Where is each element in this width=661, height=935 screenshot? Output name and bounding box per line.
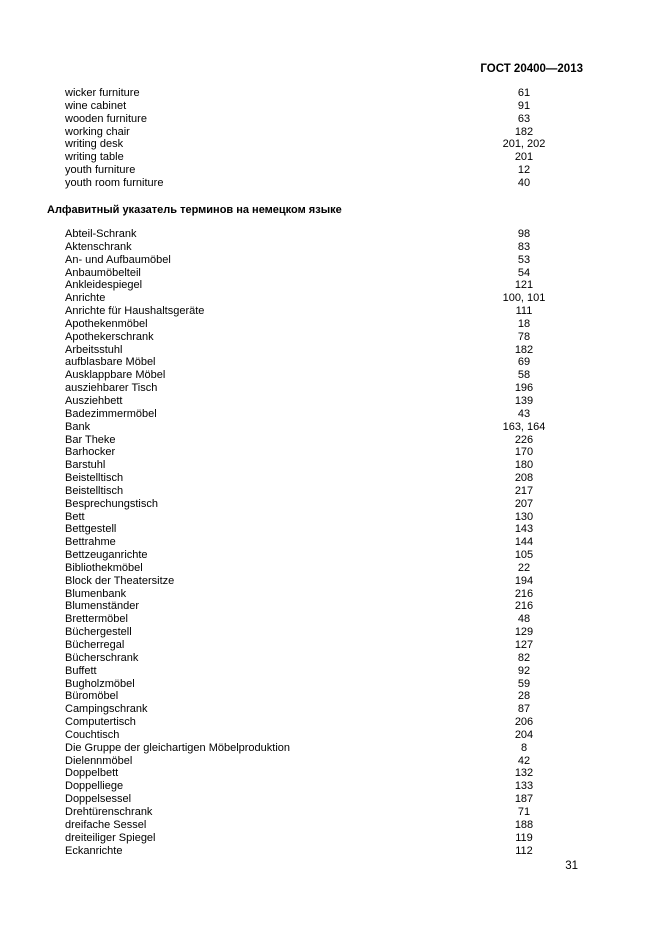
index-reference: 48 [517,613,531,626]
index-entry [65,254,591,267]
index-entry [65,151,591,164]
index-entry [65,562,591,575]
index-entry [65,703,591,716]
index-entry [65,665,591,678]
index-entry [65,344,591,357]
index-term: Büromöbel [65,690,119,703]
index-entry [65,126,591,139]
index-term: Anbaumöbelteil [65,266,141,279]
index-term: Besprechungstisch [65,497,158,510]
index-term: Bibliothekmöbel [65,561,143,574]
index-term: Apothekenmöbel [65,317,148,330]
index-reference: 82 [517,651,531,664]
index-entry [65,613,591,626]
page-number: 31 [565,860,578,872]
index-reference: 87 [517,703,531,716]
index-reference: 188 [514,818,534,831]
index-reference: 71 [517,805,531,818]
index-entry [65,806,591,819]
index-entry [65,716,591,729]
index-term: aufblasbare Möbel [65,356,156,369]
index-entry [65,177,591,190]
index-reference: 58 [517,369,531,382]
english-index-list [65,87,591,190]
german-index-heading: Алфавитный указатель терминов на немецком языке [47,204,342,216]
index-reference: 127 [514,639,534,651]
index-entry [65,498,591,511]
index-term: Blumenbank [65,587,127,600]
index-entry [65,575,591,588]
index-term: Brettermöbel [65,613,128,626]
index-entry [65,228,591,241]
index-reference: 111 [515,305,533,318]
index-term: Badezimmermöbel [65,407,157,420]
index-reference: 22 [517,561,531,574]
index-entry [65,626,591,639]
index-entry [65,472,591,485]
index-entry [65,639,591,652]
index-entry [65,100,591,113]
index-entry [65,369,591,382]
index-term: Beistelltisch [65,472,124,485]
index-term: Bank [65,420,91,433]
index-term: Bar Theke [65,433,116,446]
index-term: Eckanrichte [65,844,123,857]
index-reference: 194 [514,574,534,587]
index-reference: 121 [514,279,534,292]
index-reference: 196 [514,382,534,395]
index-reference: 18 [517,317,531,330]
index-reference: 204 [514,728,534,741]
index-term: Arbeitsstuhl [65,343,123,356]
index-entry [65,780,591,793]
index-entry [65,459,591,472]
index-term: Campingschrank [65,703,148,716]
index-reference: 43 [517,407,531,420]
index-term: Couchtisch [65,728,120,741]
index-reference: 206 [514,716,534,729]
index-reference: 180 [514,459,534,472]
index-term: Anrichte [65,292,106,305]
index-term: Büchergestell [65,626,132,639]
index-reference: 78 [517,330,531,343]
index-term: youth furniture [65,164,136,177]
index-entry [65,356,591,369]
german-index-list [65,228,591,857]
index-term: youth room furniture [65,176,164,189]
index-reference: 63 [517,112,531,125]
index-reference: 216 [514,587,534,600]
index-term: wicker furniture [65,87,140,99]
index-term: Doppelliege [65,780,124,793]
index-reference: 28 [517,690,531,703]
index-reference: 133 [514,780,534,793]
index-entry [65,588,591,601]
index-entry [65,729,591,742]
index-reference: 130 [514,510,534,523]
index-reference: 132 [514,767,534,780]
index-term: writing table [65,151,124,164]
index-reference: 91 [517,99,531,112]
index-entry [65,690,591,703]
index-reference: 112 [515,844,533,857]
index-reference: 61 [517,87,531,99]
index-reference: 143 [514,523,534,536]
index-term: Beistelltisch [65,484,124,497]
index-entry [65,408,591,421]
index-term: dreiteiliger Spiegel [65,831,156,844]
index-reference: 54 [517,266,531,279]
index-term: Bettrahme [65,536,116,549]
index-entry [65,523,591,536]
index-term: Barhocker [65,446,116,459]
index-term: Ausziehbett [65,394,123,407]
index-reference: 139 [514,394,534,407]
index-term: Bugholzmöbel [65,677,135,690]
index-reference: 53 [517,253,531,266]
index-term: Blumenständer [65,600,139,613]
index-term: dreifache Sessel [65,818,147,831]
index-entry [65,845,591,858]
index-reference: 83 [517,240,531,253]
index-term: wine cabinet [65,99,127,112]
index-reference: 119 [515,831,533,844]
index-reference: 226 [514,433,534,446]
index-reference: 201 [514,151,534,164]
index-entry [65,267,591,280]
index-reference: 98 [517,228,531,240]
index-entry [65,549,591,562]
index-entry [65,793,591,806]
index-reference: 144 [514,536,534,549]
index-term: Block der Theatersitze [65,574,175,587]
index-entry [65,485,591,498]
index-entry [65,742,591,755]
index-reference: 216 [514,600,534,613]
index-reference: 8 [520,741,528,754]
standard-number: ГОСТ 20400—2013 [480,63,583,75]
index-entry [65,511,591,524]
index-term: Apothekerschrank [65,330,154,343]
index-reference: 201, 202 [502,138,546,151]
index-term: Barstuhl [65,459,106,472]
index-term: Buffett [65,664,97,677]
index-entry [65,113,591,126]
index-entry [65,536,591,549]
index-term: Doppelsessel [65,793,132,806]
index-entry [65,241,591,254]
index-reference: 42 [517,754,531,767]
index-entry [65,395,591,408]
index-term: Ausklappbare Möbel [65,369,166,382]
index-term: writing desk [65,138,124,151]
index-entry [65,331,591,344]
index-term: Bettgestell [65,523,117,536]
index-reference: 187 [514,793,534,806]
index-entry [65,164,591,177]
index-entry [65,279,591,292]
index-entry [65,87,591,100]
index-entry [65,755,591,768]
index-term: Bücherschrank [65,651,139,664]
index-reference: 100, 101 [502,292,546,305]
index-reference: 207 [514,497,534,510]
index-reference: 163, 164 [502,420,546,433]
index-entry [65,678,591,691]
index-reference: 59 [517,677,531,690]
index-term: ausziehbarer Tisch [65,382,158,395]
index-term: Bücherregal [65,639,125,651]
index-entry [65,819,591,832]
index-reference: 208 [514,472,534,485]
index-entry [65,652,591,665]
index-term: Drehtürenschrank [65,805,153,818]
index-entry [65,292,591,305]
index-term: Doppelbett [65,767,119,780]
index-reference: 40 [517,176,531,189]
index-term: Bett [65,510,85,523]
index-reference: 182 [514,343,534,356]
index-entry [65,767,591,780]
index-reference: 217 [514,484,534,497]
index-reference: 69 [517,356,531,369]
index-term: Anrichte für Haushaltsgeräte [65,305,205,318]
index-entry [65,305,591,318]
index-reference: 92 [517,664,531,677]
index-entry [65,138,591,151]
index-term: Abteil-Schrank [65,228,137,240]
index-reference: 182 [514,125,534,138]
index-term: Die Gruppe der gleichartigen Möbelproduktion [65,741,291,754]
index-reference: 105 [514,549,534,562]
index-term: wooden furniture [65,112,147,125]
index-entry [65,434,591,447]
index-term: Dielennmöbel [65,754,133,767]
index-entry [65,446,591,459]
index-reference: 129 [514,626,534,639]
index-term: Bettzeuganrichte [65,549,148,562]
index-term: Aktenschrank [65,240,132,253]
index-entry [65,600,591,613]
index-entry [65,382,591,395]
index-entry [65,421,591,434]
index-entry [65,318,591,331]
index-term: An- und Aufbaumöbel [65,253,171,266]
index-reference: 170 [514,446,534,459]
index-reference: 12 [517,164,531,177]
index-term: Ankleidespiegel [65,279,143,292]
index-term: working chair [65,125,130,138]
index-term: Computertisch [65,716,136,729]
index-entry [65,832,591,845]
